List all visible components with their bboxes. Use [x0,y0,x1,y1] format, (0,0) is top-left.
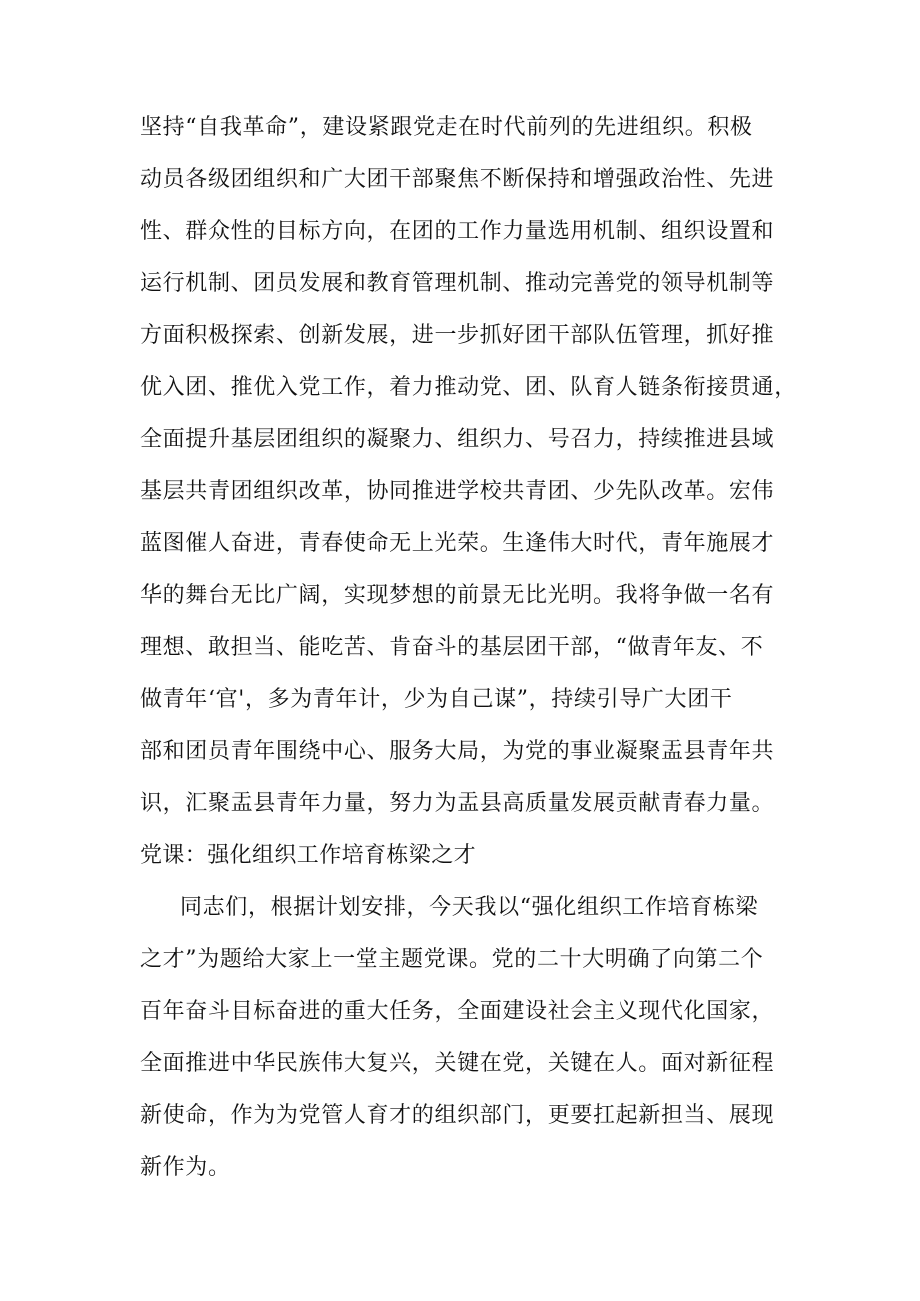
paragraph-line: 全面推进中华民族伟大复兴，关键在党，关键在人。面对新征程 [140,1051,775,1076]
paragraph-line: 坚持“自我革命”，建设紧跟党走在时代前列的先进组织。积极 [140,115,753,140]
section-heading: 党课：强化组织工作培育栋梁之才 [140,843,477,868]
paragraph-line: 做青年‘官'，多为青年计，少为自己谋”，持续引导广大团干 [140,687,733,712]
paragraph-line: 部和团员青年围绕中心、服务大局，为党的事业凝聚盂县青年共 [140,739,775,764]
paragraph-line: 新作为。 [140,1155,231,1180]
paragraph-line: 优入团、推优入党工作，着力推动党、团、队育人链条衔接贯通， [140,375,797,400]
paragraph-line: 之才”为题给大家上一堂主题党课。党的二十大明确了向第二个 [140,947,764,972]
paragraph-line: 新使命，作为为党管人育才的组织部门，更要扛起新担当、展现 [140,1103,775,1128]
paragraph-line: 识，汇聚盂县青年力量，努力为盂县高质量发展贡献青春力量。 [140,791,775,816]
paragraph-line: 百年奋斗目标奋进的重大任务，全面建设社会主义现代化国家， [140,999,775,1024]
paragraph-line: 华的舞台无比广阔，实现梦想的前景无比光明。我将争做一名有 [140,583,775,608]
paragraph-line: 蓝图催人奋进，青春使命无上光荣。生逢伟大时代，青年施展才 [140,531,775,556]
paragraph-line: 运行机制、团员发展和教育管理机制、推动完善党的领导机制等 [140,271,775,296]
paragraph-line: 方面积极探索、创新发展，进一步抓好团干部队伍管理，抓好推 [140,323,775,348]
paragraph-line: 同志们，根据计划安排，今天我以“强化组织工作培育栋梁 [180,895,759,920]
paragraph-line: 性、群众性的目标方向，在团的工作力量选用机制、组织设置和 [140,219,775,244]
paragraph-line: 动员各级团组织和广大团干部聚焦不断保持和增强政治性、先进 [140,167,775,192]
paragraph-line: 全面提升基层团组织的凝聚力、组织力、号召力，持续推进县域 [140,427,775,452]
paragraph-line: 理想、敢担当、能吃苦、肯奋斗的基层团干部，“做青年友、不 [140,635,764,660]
paragraph-line: 基层共青团组织改革，协同推进学校共青团、少先队改革。宏伟 [140,479,775,504]
